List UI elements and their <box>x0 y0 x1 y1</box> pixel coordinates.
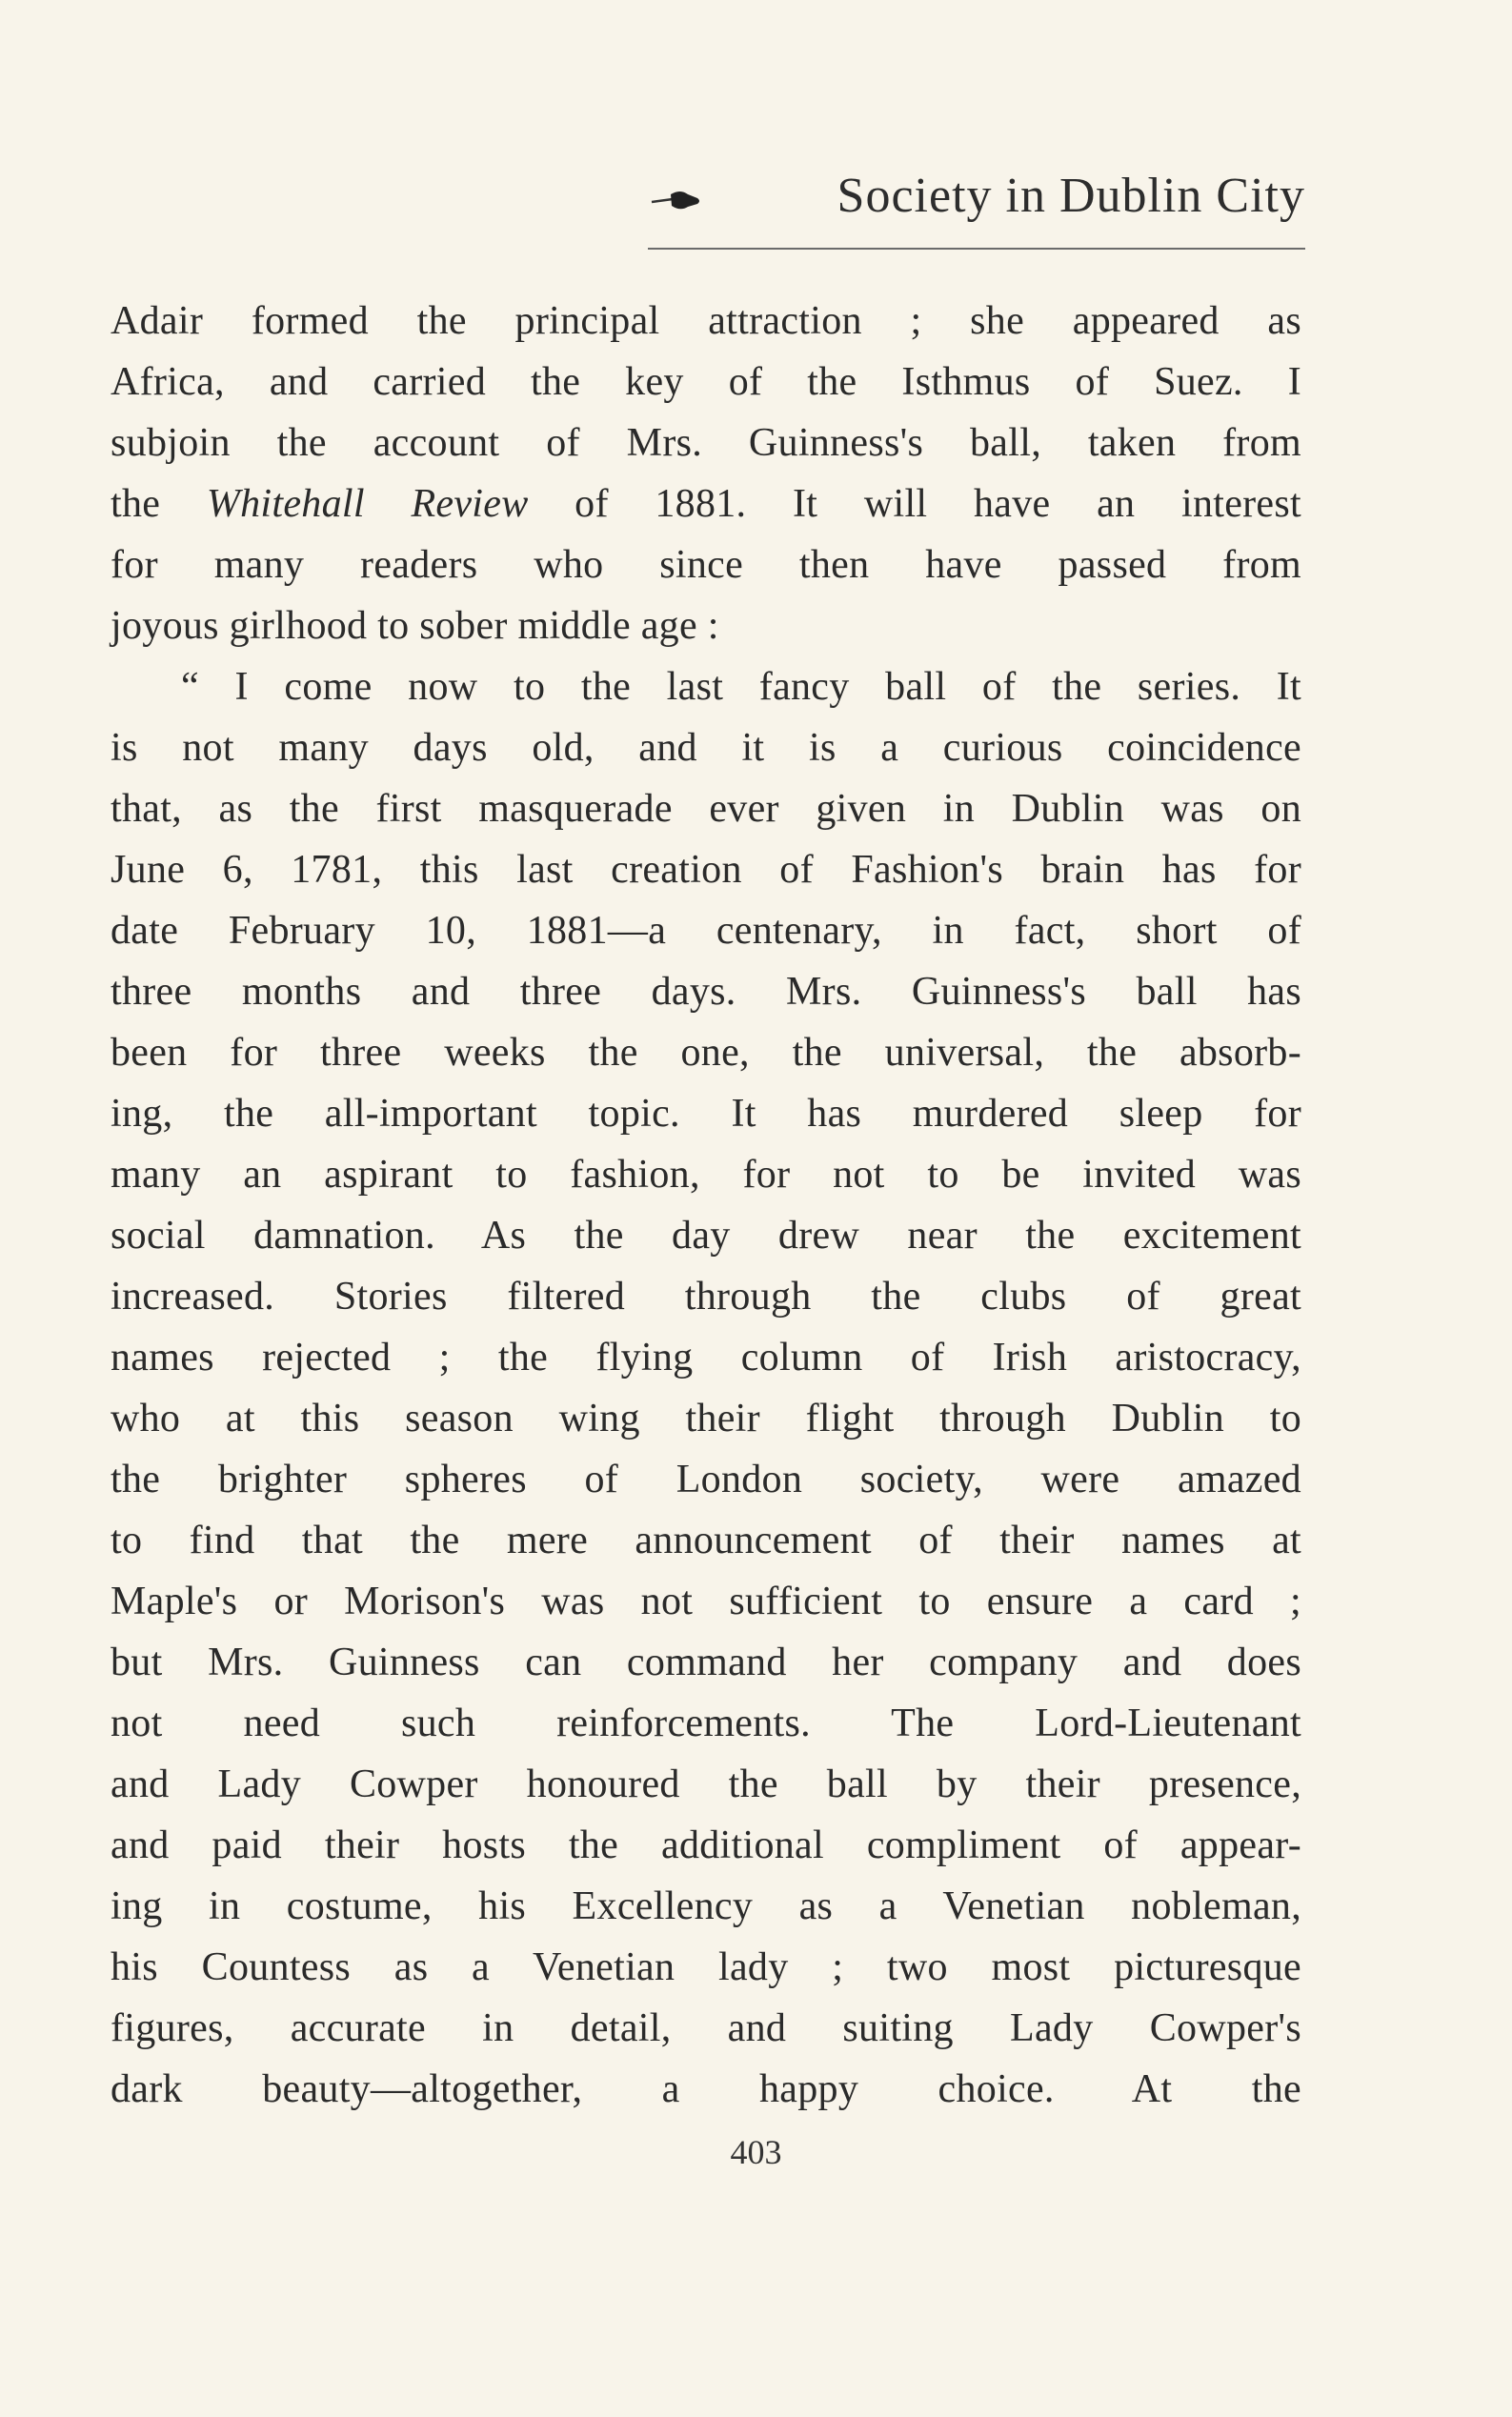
text-line: the Whitehall Review of 1881. It will have an interest <box>111 482 1301 526</box>
text-line: joyous girlhood to sober middle age : <box>111 604 719 648</box>
text-line: Africa, and carried the key of the Isthmus of Suez. I <box>111 360 1301 404</box>
text-line: and paid their hosts the additional compliment of appear- <box>111 1823 1301 1867</box>
text-line: dark beauty—altogether, a happy choice. At the <box>111 2067 1301 2111</box>
running-header <box>648 162 1305 250</box>
text-line: “ I come now to the last fancy ball of the series. It <box>181 665 1301 709</box>
text-line: to find that the mere announcement of their names at <box>111 1519 1301 1562</box>
text-line: that, as the first masquerade ever given in Dublin was on <box>111 787 1301 831</box>
body-text <box>111 291 1301 2120</box>
text-line: for many readers who since then have passed from <box>111 543 1301 587</box>
text-line: subjoin the account of Mrs. Guinness's ball, taken from <box>111 421 1301 465</box>
text-line: is not many days old, and it is a curious coincidence <box>111 726 1301 770</box>
text-line: Maple's or Morison's was not sufficient to ensure a card ; <box>111 1580 1301 1623</box>
text-line: date February 10, 1881—a centenary, in fact, short of <box>111 909 1301 953</box>
text-line: who at this season wing their flight through Dublin to <box>111 1397 1301 1440</box>
text-line: increased. Stories filtered through the clubs of great <box>111 1275 1301 1319</box>
text-line: but Mrs. Guinness can command her company and does <box>111 1641 1301 1684</box>
pointing-hand-ornament-icon <box>648 181 705 219</box>
text-line: figures, accurate in detail, and suiting Lady Cowper's <box>111 2006 1301 2050</box>
text-line: and Lady Cowper honoured the ball by their presence, <box>111 1762 1301 1806</box>
text-line: names rejected ; the flying column of Irish aristocracy, <box>111 1336 1301 1380</box>
text-line: been for three weeks the one, the universal, the absorb- <box>111 1031 1301 1075</box>
page-number: 403 <box>730 2133 782 2171</box>
text-line: ing in costume, his Excellency as a Venetian nobleman, <box>111 1884 1301 1928</box>
text-line: many an aspirant to fashion, for not to be invited was <box>111 1153 1301 1197</box>
text-line: not need such reinforcements. The Lord-Lieutenant <box>111 1702 1301 1745</box>
text-line: Adair formed the principal attraction ; she appeared as <box>111 299 1301 343</box>
text-line: ing, the all-important topic. It has murdered sleep for <box>111 1092 1301 1136</box>
running-head-title: Society in Dublin City <box>837 169 1305 223</box>
text-line: social damnation. As the day drew near the excitement <box>111 1214 1301 1258</box>
text-line: the brighter spheres of London society, were amazed <box>111 1458 1301 1501</box>
text-line: June 6, 1781, this last creation of Fashion's brain has for <box>111 848 1301 892</box>
periodical-title: Whitehall Review <box>206 482 529 526</box>
text-line: his Countess as a Venetian lady ; two most picturesque <box>111 1945 1301 1989</box>
text-line: three months and three days. Mrs. Guinness's ball has <box>111 970 1301 1014</box>
